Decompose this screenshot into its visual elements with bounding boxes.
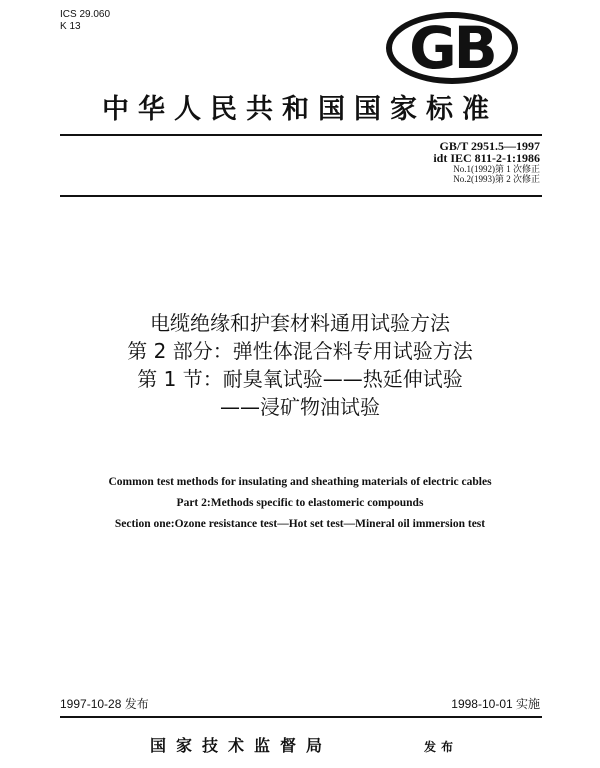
chinese-title-line: 第 2 部分：弹性体混合料专用试验方法 — [127, 339, 473, 363]
publish-label: 发布 — [424, 740, 459, 754]
publisher-name: 国家技术监督局 — [150, 736, 333, 755]
english-title — [0, 472, 600, 535]
identification-divider — [60, 195, 542, 197]
ics-code: ICS 29.060 — [60, 9, 111, 20]
chinese-title-line: 电缆绝缘和护套材料通用试验方法 — [150, 311, 450, 335]
national-standard-title: 中华人民共和国国家标准 — [102, 94, 498, 125]
english-title-line: Section one:Ozone resistance test—Hot set test—Mineral oil immersion test — [114, 518, 486, 530]
header-divider — [60, 134, 542, 136]
implementation-date: 1998-10-01 实施 — [451, 697, 540, 711]
chinese-title-line: ——浸矿物油试验 — [220, 395, 380, 419]
chinese-title-line: 第 1 节：耐臭氧试验——热延伸试验 — [137, 367, 463, 391]
standard-identification — [433, 140, 540, 184]
chinese-title — [0, 309, 600, 421]
ccs-code: K 13 — [60, 21, 81, 32]
footer-divider — [60, 716, 542, 718]
idt-reference: idt IEC 811-2-1:1986 — [433, 151, 540, 165]
classification-codes — [60, 9, 110, 33]
gb-logo-text: GB — [409, 14, 495, 82]
standard-code: GB/T 2951.5—1997 — [439, 139, 540, 153]
english-title-line: Common test methods for insulating and sheathing materials of electric cables — [108, 476, 492, 488]
issue-date: 1997-10-28 发布 — [60, 697, 149, 711]
gb-logo — [384, 10, 520, 86]
english-title-line: Part 2:Methods specific to elastomeric compounds — [176, 497, 424, 509]
amendment-2: No.2(1993)第 2 次修正 — [453, 174, 540, 184]
amendment-1: No.1(1992)第 1 次修正 — [453, 164, 540, 174]
